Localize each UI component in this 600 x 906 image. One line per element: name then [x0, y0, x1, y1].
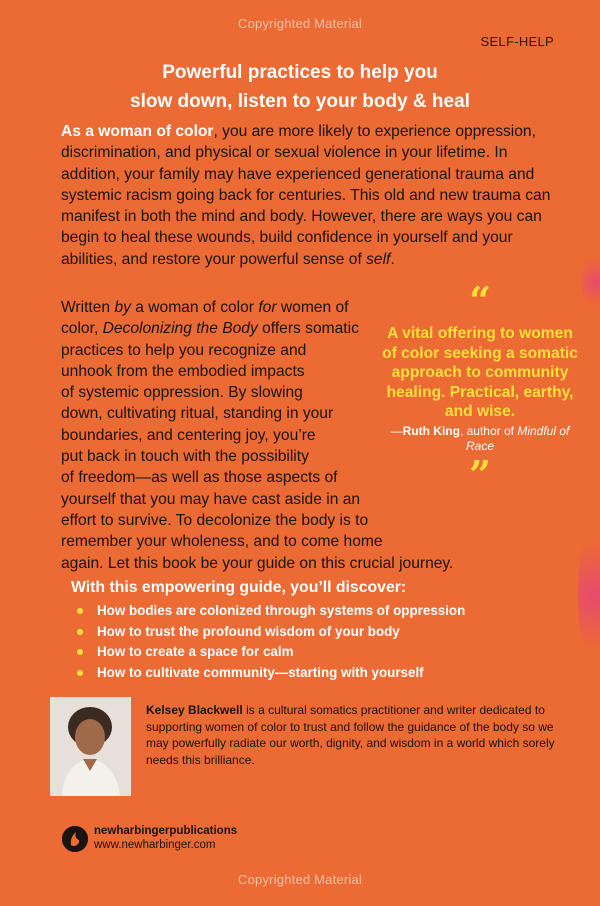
intro-self-word: self — [366, 250, 391, 268]
body-line: Written by a woman of color for women of — [61, 299, 349, 316]
list-item: How to cultivate community—starting with yourself — [97, 663, 571, 684]
bullet-dot-icon — [77, 629, 83, 635]
body-line: again. Let this book be your guide on this crucial journey. — [61, 554, 454, 572]
body-line: of freedom—as well as those aspects of — [61, 469, 338, 487]
copyright-watermark-bottom: Copyrighted Material — [238, 872, 362, 887]
list-item: How to create a space for calm — [97, 642, 571, 663]
book-title: Decolonizing the Body — [102, 320, 258, 338]
quote-text: A vital offering to women of color seeking a somatic approach to community healing. Practical, earthy, and wise. — [382, 325, 578, 421]
publisher-logo-icon — [62, 826, 88, 852]
intro-end: . — [390, 250, 395, 268]
publisher-name: newharbingerpublications — [94, 825, 238, 837]
author-photo — [50, 697, 131, 796]
discover-section — [71, 578, 571, 683]
endorsement-quote — [380, 278, 580, 497]
bullet-dot-icon — [77, 608, 83, 614]
copyright-watermark-top: Copyrighted Material — [238, 16, 362, 31]
body-line: effort to survive. To decolonize the body is to — [61, 511, 369, 529]
body-line: put back in touch with the possibility — [61, 448, 309, 466]
close-quote-icon: ” — [469, 451, 491, 497]
body-line: practices to help you recognize and — [61, 341, 307, 359]
author-name: Kelsey Blackwell — [146, 703, 243, 717]
bullet-dot-icon — [77, 649, 83, 655]
body-line: boundaries, and centering joy, you’re — [61, 426, 316, 444]
body-line: remember your wholeness, and to come home — [61, 533, 383, 551]
quote-author-book: Mindful of Race — [465, 423, 570, 453]
open-quote-icon: “ — [469, 278, 491, 323]
decorative-splash — [582, 252, 600, 312]
decorative-splash — [578, 520, 600, 670]
intro-lead: As a woman of color — [61, 123, 214, 140]
author-portrait-icon — [50, 697, 131, 796]
body-line: unhook from the embodied impacts — [61, 362, 305, 380]
publisher-text — [94, 824, 237, 852]
discover-title: With this empowering guide, you’ll discover: — [71, 579, 407, 596]
author-bio-text: is a cultural somatics practitioner and writer dedicated to supporting women of color to trust and follow the guidance of the body so we may powerfully radiate our worth, dignity, and wisdom in a world which sorely needs this brilliance. — [146, 703, 555, 767]
body-line: down, cultivating ritual, standing in your — [61, 405, 334, 423]
list-item: How to trust the profound wisdom of your body — [97, 622, 571, 643]
headline-line-1: Powerful practices to help you — [162, 62, 438, 83]
quote-author: Ruth King — [402, 423, 460, 438]
headline — [0, 58, 600, 116]
body-line: color, Decolonizing the Body offers somatic — [61, 320, 359, 338]
intro-text: , you are more likely to experience oppression, discrimination, and physical or sexual violence in your lifetime. In addition, your family may have experienced generational trauma and systemic racism going back for centuries. This old and new trauma can manifest in both the mind and body. However, there are ways you can begin to heal these wounds, build confidence in yourself and your abilities, and restore your powerful sense of — [61, 123, 551, 268]
list-item: How bodies are colonized through systems of oppression — [97, 601, 571, 622]
body-line: of systemic oppression. By slowing — [61, 384, 303, 402]
category-label: SELF-HELP — [480, 34, 554, 49]
quote-attribution: —Ruth King, author of Mindful of Race — [390, 423, 570, 453]
intro-paragraph — [61, 121, 551, 270]
body-line: yourself that you may have cast aside in an — [61, 490, 361, 508]
discover-list — [71, 601, 571, 683]
bullet-dot-icon — [77, 670, 83, 676]
publisher-url: www.newharbinger.com — [94, 839, 216, 851]
author-bio — [146, 702, 556, 768]
headline-line-2: slow down, listen to your body & heal — [130, 91, 470, 112]
